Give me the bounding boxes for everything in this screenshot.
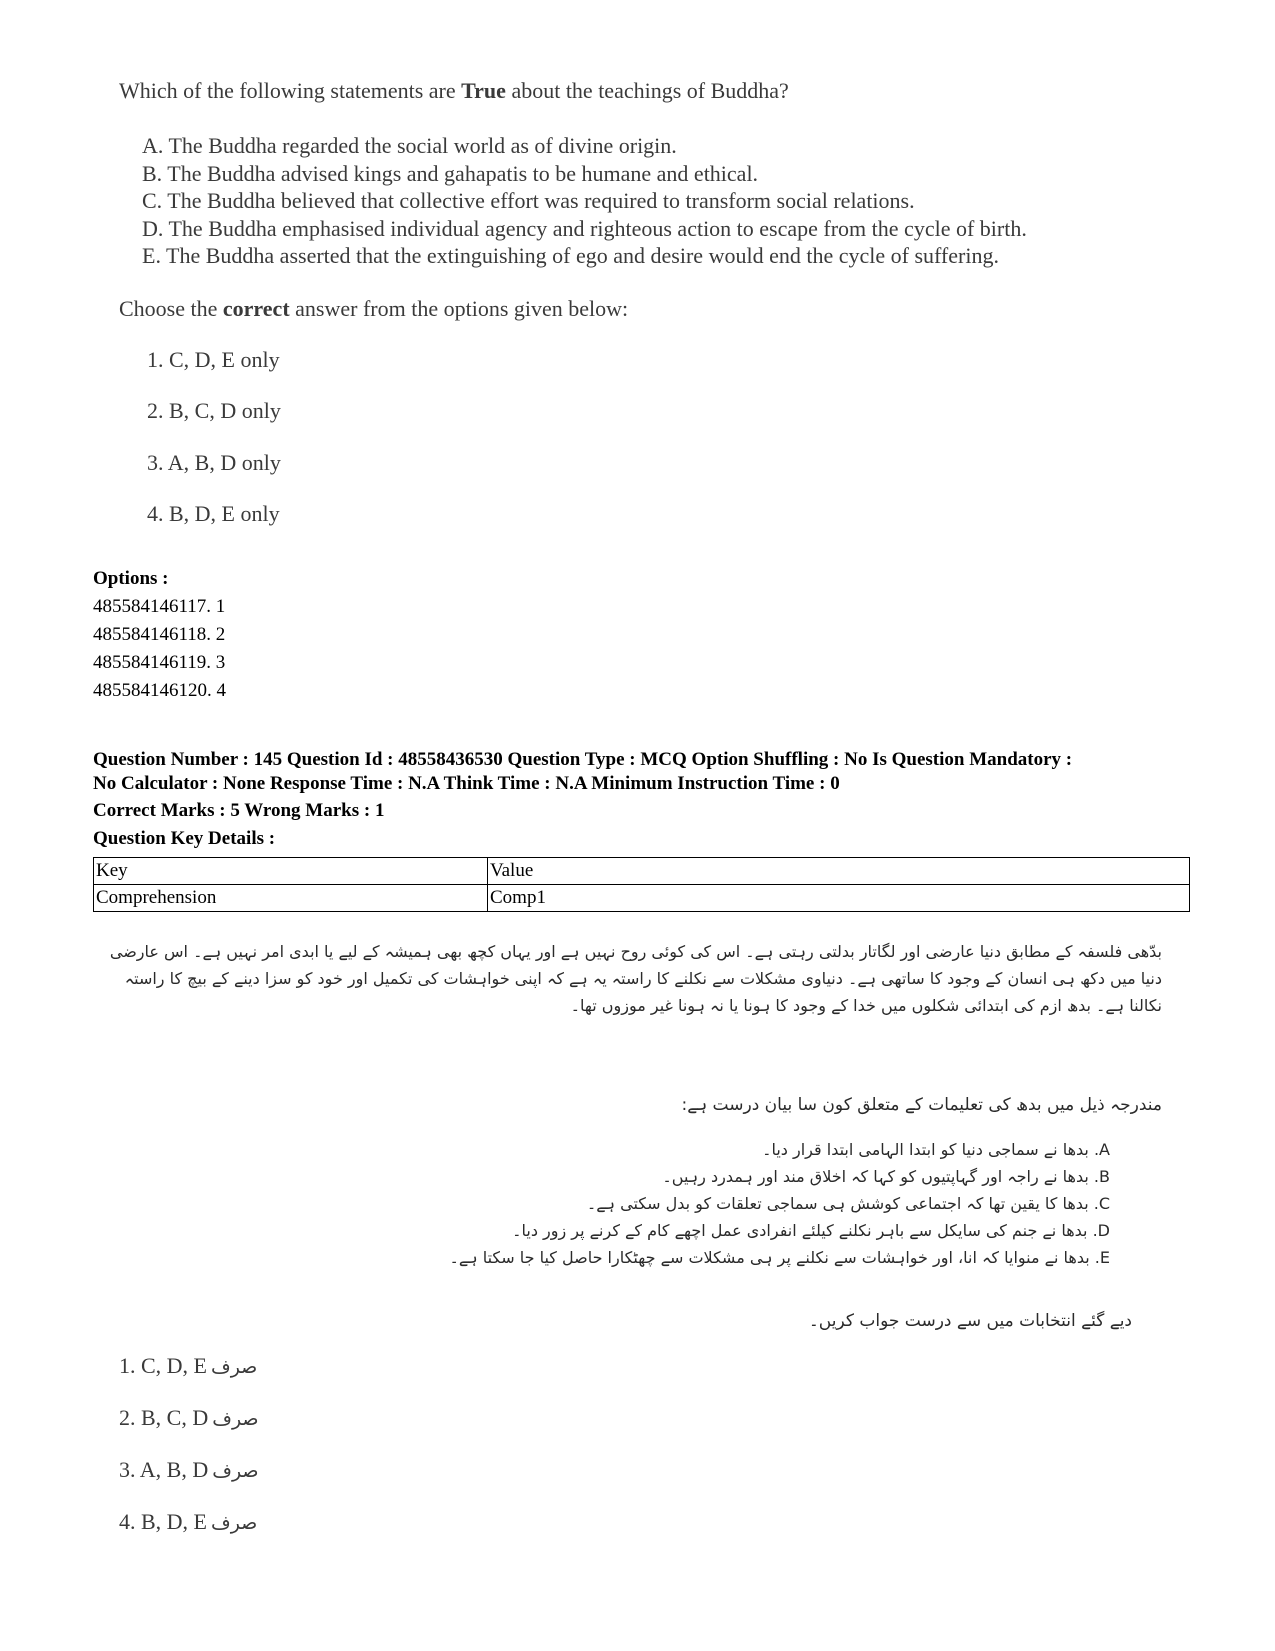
- answer-word: صرف: [212, 1460, 259, 1482]
- statement-item: E. The Buddha asserted that the extinguishing of ego and desire would end the cycle of suffering.: [142, 243, 999, 268]
- option-item: 485584146119. 3: [93, 652, 226, 673]
- option-item: 485584146117. 1: [93, 596, 226, 617]
- answer-word: صرف: [211, 1512, 258, 1534]
- answer-num: 4. B, D, E: [119, 1509, 207, 1534]
- choose-bold-word: correct: [222, 296, 290, 321]
- statement-item: C. The Buddha believed that collective effort was required to transform social relations.: [142, 188, 915, 213]
- question-info: [93, 748, 1193, 796]
- answer-word: صرف: [212, 1408, 259, 1430]
- answer-num: 3. A, B, D: [119, 1457, 209, 1482]
- urdu-statement: A. بدھا نے سماجی دنیا کو ابتدا الہامی ابتدا قرار دیا۔: [762, 1140, 1110, 1159]
- table-header-row: [94, 858, 1190, 885]
- key-details-table: [93, 857, 1190, 912]
- question-info-line1: Question Number : 145 Question Id : 48558436530 Question Type : MCQ Option Shuffling : No Is Question Mandatory :: [93, 749, 1073, 770]
- urdu-comprehension-paragraph: بدّھی فلسفہ کے مطابق دنیا عارضی اور لگاتار بدلتی رہتی ہے۔ اس کی کوئی روح نہیں ہے اور یہاں کچھ بھی ہمیشہ کے لیے یا ابدی امر نہیں ہے۔ اس عارضی دنیا میں دکھ ہی انسان کے وجود کا ساتھی ہے۔ دنیاوی مشکلات سے نکلنے کا راستہ یہ ہے کہ اپنی خواہشات کی تکمیل اور خود کو سزا دینے کے بیچ کا راستہ نکالنا ہے۔ بدھ ازم کی ابتدائی شکلوں میں خدا کے وجود کا ہونا یا نہ ہونا غیر موزوں تھا۔: [109, 942, 1162, 1015]
- urdu-choose-instruction: دیے گئے انتخابات میں سے درست جواب کریں۔: [808, 1311, 1132, 1331]
- urdu-statement: B. بدھا نے راجہ اور گہاپتیوں کو کہا کہ اخلاق مند اور ہمدرد رہیں۔: [662, 1167, 1110, 1186]
- statement-item: D. The Buddha emphasised individual agency and righteous action to escape from the cycle of birth.: [142, 215, 1027, 241]
- urdu-statement: C. بدھا کا یقین تھا کہ اجتماعی کوشش ہی سماجی تعلقات کو بدل سکتی ہے۔: [586, 1194, 1110, 1213]
- table-header-cell: Key: [94, 858, 488, 885]
- english-answer-3: 3. A, B, D only: [147, 450, 281, 475]
- choose-prefix: Choose the: [119, 296, 223, 321]
- answer-word: صرف: [211, 1356, 258, 1378]
- urdu-answer-3: [119, 1457, 259, 1483]
- urdu-answer-4: [119, 1509, 257, 1535]
- english-statements: [142, 132, 1027, 270]
- statement-item: A. The Buddha regarded the social world as of divine origin.: [142, 133, 677, 158]
- urdu-statement: E. بدھا نے منوایا کہ انا، اور خواہشات سے نکلنے پر ہی مشکلات سے چھٹکارا حاصل کیا جا سکتا ہے۔: [449, 1248, 1110, 1267]
- english-question: [119, 78, 789, 104]
- urdu-answer-2: [119, 1405, 259, 1431]
- choose-suffix: answer from the options given below:: [289, 296, 629, 321]
- table-cell: Comprehension: [94, 885, 488, 912]
- english-answer-2: 2. B, C, D only: [147, 398, 281, 423]
- table-row: [94, 885, 1190, 912]
- question-prefix: Which of the following statements are: [119, 78, 462, 103]
- table-cell: Comp1: [488, 885, 1190, 912]
- answer-num: 2. B, C, D: [119, 1405, 209, 1430]
- english-answer-4: 4. B, D, E only: [147, 501, 280, 526]
- urdu-answer-1: [119, 1353, 257, 1379]
- urdu-question: مندرجہ ذیل میں بدھ کی تعلیمات کے متعلق کون سا بیان درست ہے:: [681, 1095, 1162, 1115]
- urdu-statement: D. بدھا نے جنم کی سایکل سے باہر نکلنے کیلئے انفرادی عمل اچھے کام کے کرنے پر زور دیا۔: [512, 1221, 1110, 1240]
- marks-line: Correct Marks : 5 Wrong Marks : 1: [93, 800, 385, 821]
- option-item: 485584146118. 2: [93, 624, 226, 645]
- statement-item: B. The Buddha advised kings and gahapatis to be humane and ethical.: [142, 160, 759, 186]
- question-info-line2: No Calculator : None Response Time : N.A Think Time : N.A Minimum Instruction Time : 0: [93, 773, 840, 794]
- key-details-heading: Question Key Details :: [93, 828, 276, 849]
- options-heading: Options :: [93, 568, 169, 589]
- answer-num: 1. C, D, E: [119, 1353, 207, 1378]
- table-header-cell: Value: [488, 858, 1190, 885]
- option-item: 485584146120. 4: [93, 680, 226, 701]
- english-answer-1: 1. C, D, E only: [147, 347, 280, 372]
- question-bold-word: True: [461, 78, 506, 103]
- english-choose-instruction: [119, 296, 628, 322]
- question-suffix: about the teachings of Buddha?: [505, 78, 789, 103]
